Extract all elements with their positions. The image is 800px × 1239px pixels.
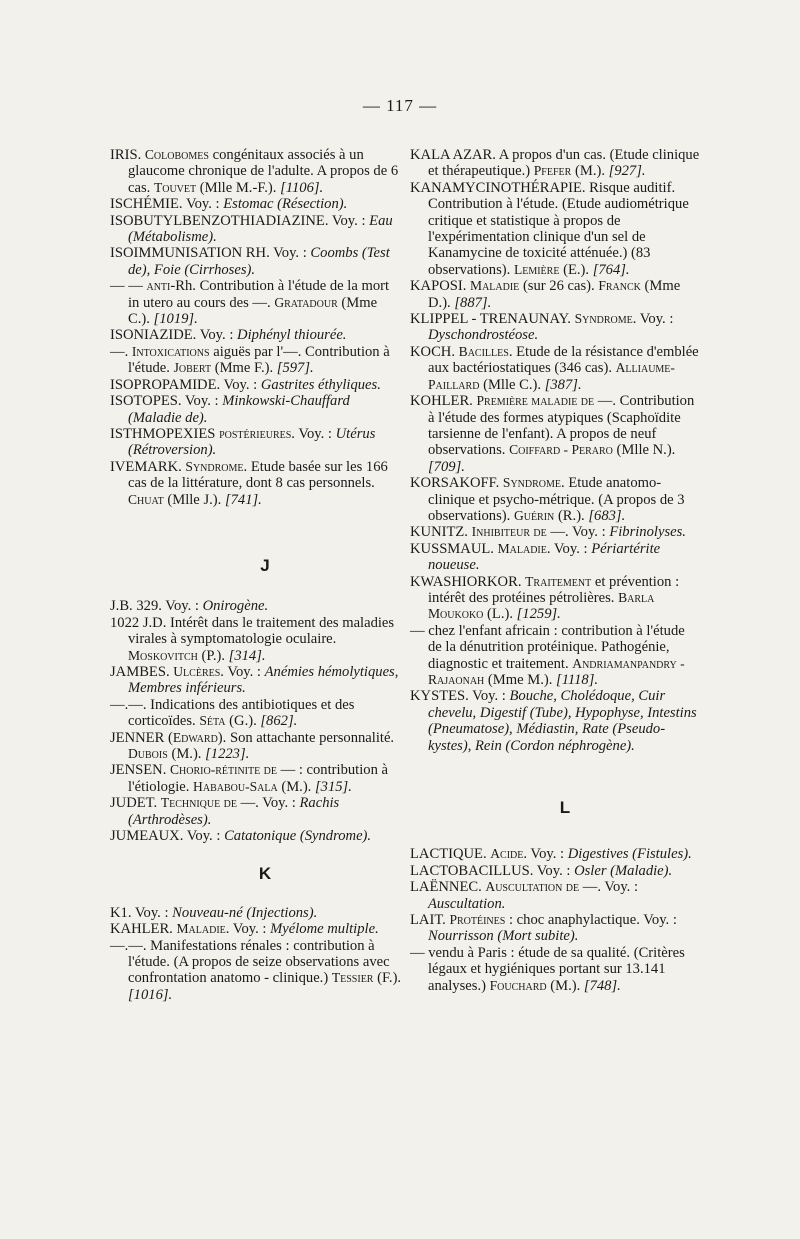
entry-text: JUDET. — [110, 795, 161, 812]
entry-text: 1022 J.D. Intérêt dans le traitement des maladies virales à symptomatologie oculaire. — [110, 614, 395, 648]
entry-text: IRIS. — [110, 147, 145, 163]
entry-reference: [748]. — [583, 977, 621, 994]
entry-text: -Rh. Contribution à l'étude de la mort in utero au cours des —. — [128, 278, 390, 311]
entry-reference: [764]. — [592, 261, 630, 278]
entry-smallcaps: Fouchard — [489, 977, 547, 993]
index-entry-isopropamide — [110, 377, 402, 393]
entry-smallcaps: Technique de — [160, 795, 237, 811]
entry-smallcaps: Jobert — [173, 360, 212, 376]
index-entry-iris — [110, 147, 402, 196]
entry-reference: Bouche, Cholédoque, Cuir chevelu, Digestif (Tube), Hypophyse, Intestins (Pneumatose), Médiastin, Rate (Pseudo-kystes), Rein (Cordon néphrogène). — [428, 688, 697, 754]
entry-text: —.—. Manifestations rénales : contribution à l'étude. (A propos de seize observations avec confrontation anatomo - clinique.) — [110, 937, 390, 987]
entry-reference: [387]. — [544, 376, 582, 393]
entry-smallcaps: Franck — [598, 278, 641, 294]
entry-text: . Voy. : — [220, 663, 265, 680]
entry-smallcaps: Tessier — [331, 970, 374, 986]
entry-reference: Fibrinolyses. — [609, 524, 686, 541]
left-column — [110, 147, 402, 1003]
entry-text: JUMEAUX. Voy. : — [110, 828, 225, 845]
entry-reference: [597]. — [276, 360, 314, 377]
entry-smallcaps: Chorio-rétinite de — [170, 762, 277, 778]
entry-reference: Estomac (Résection). — [223, 196, 348, 213]
entry-text: —. Voy. : — [546, 524, 610, 541]
entry-reference: [315]. — [314, 778, 352, 795]
entry-smallcaps: Traitement — [525, 573, 592, 589]
index-entry-jambes-indications — [110, 697, 402, 730]
entry-text: (P.). — [197, 647, 229, 664]
index-entry-intoxications — [110, 344, 402, 377]
entry-reference: Nourrisson (Mort subite). — [428, 928, 579, 945]
entry-text: KWASHIORKOR. — [410, 573, 526, 590]
index-entry-kaposi — [410, 278, 702, 311]
entry-text: KOHLER. — [410, 393, 477, 410]
entry-reference: [1223]. — [205, 746, 250, 762]
entry-text: (M.). — [546, 977, 584, 994]
entry-text: (E.). — [559, 261, 593, 278]
index-entry-jambes — [110, 664, 402, 697]
entry-text: . Voy. : — [225, 921, 271, 938]
entry-text: —. Voy. : — [579, 879, 639, 896]
index-entry-isoniazide — [110, 327, 402, 343]
entry-reference: Myélome multiple. — [270, 921, 379, 938]
entry-text: (M.). — [571, 163, 609, 180]
entry-smallcaps: Première maladie de — [476, 393, 595, 409]
index-entry-kystes — [410, 688, 702, 754]
index-entry-isoimmunisation — [110, 245, 402, 278]
entry-text: —. — [110, 343, 132, 360]
entry-text: congénitaux associés à un glaucome chronique de l'adulte. A propos de 6 cas. — [128, 147, 399, 196]
entry-smallcaps: anti — [146, 278, 171, 294]
entry-text: — : contribution à l'étiologie. — [128, 762, 388, 795]
entry-text: KAHLER. — [110, 921, 177, 938]
entry-text: JAMBES. — [110, 663, 174, 680]
index-entry-kwashiorkor — [410, 574, 702, 623]
entry-smallcaps: Barla Moukoko — [428, 589, 655, 622]
entry-reference: [1106]. — [280, 179, 324, 196]
entry-text: — — — [110, 278, 147, 295]
index-entry-lait — [410, 912, 702, 945]
entry-reference: [1019]. — [153, 311, 198, 328]
entry-smallcaps: Guérin — [513, 507, 555, 523]
index-entry-k1 — [110, 905, 402, 921]
index-entry-jumeaux — [110, 828, 402, 844]
entry-text: J.B. 329. Voy. : — [110, 598, 203, 615]
entry-text: ISTHMOPEXIES — [110, 425, 220, 442]
entry-smallcaps: Touvet — [153, 179, 197, 195]
group-k-left — [110, 905, 402, 1003]
index-entry-jb-329 — [110, 598, 402, 614]
group-l — [410, 846, 702, 994]
right-column — [410, 147, 702, 994]
entry-reference: [1259]. — [516, 606, 561, 623]
index-entry-isthmopexies — [110, 426, 402, 459]
entry-text: ISONIAZIDE. Voy. : — [110, 327, 238, 344]
entry-reference: [927]. — [608, 163, 646, 180]
index-entry-kohler — [410, 393, 702, 475]
entry-text: (Mme D.). — [428, 278, 681, 311]
index-entry-kala-azar — [410, 147, 702, 180]
entry-text: LACTIQUE. — [410, 846, 491, 863]
entry-text: (Mlle C.). — [479, 376, 545, 393]
entry-text: ISOTOPES. Voy. : — [110, 393, 223, 410]
entry-reference: Coombs (Test de), Foie (Cirrhoses). — [128, 245, 390, 278]
entry-text: (Mlle N.). — [612, 442, 676, 459]
entry-text: (sur 26 cas). — [519, 278, 599, 295]
index-entry-koch — [410, 344, 702, 393]
index-entry-kussmaul — [410, 541, 702, 574]
section-letter-l: L — [559, 798, 571, 818]
entry-text: (L.). — [483, 606, 517, 623]
entry-smallcaps: Chuat — [128, 491, 164, 507]
index-entry-ivemark — [110, 459, 402, 508]
entry-smallcaps: Coiffard - Peraro — [509, 442, 613, 458]
entry-reference: [1118]. — [556, 672, 599, 688]
entry-smallcaps: Hababou-Sala — [193, 778, 278, 794]
entry-text: ISOPROPAMIDE. Voy. : — [110, 376, 261, 393]
entry-smallcaps: Intoxications — [131, 343, 210, 359]
index-entry-kahler-renales — [110, 938, 402, 1004]
entry-text: (Mme M.). — [484, 672, 557, 688]
entry-smallcaps: Dubois — [128, 746, 168, 761]
entry-text: KOCH. — [410, 343, 459, 360]
entry-text: JENNER ( — [110, 729, 173, 746]
entry-text: KALA AZAR. A propos d'un cas. (Etude clinique et thérapeutique.) — [410, 147, 700, 180]
entry-smallcaps: Ulcères — [173, 663, 221, 679]
entry-reference: Utérus (Rétroversion). — [128, 425, 376, 459]
entry-smallcaps: Andriamanpandry - Rajaonah — [428, 655, 685, 687]
entry-reference: [887]. — [454, 294, 492, 311]
entry-text: KUSSMAUL. — [410, 540, 498, 557]
entry-reference: Nouveau-né (Injections). — [172, 904, 318, 921]
entry-text: LAËNNEC. — [410, 879, 486, 896]
index-entry-kunitz — [410, 524, 702, 540]
index-entry-kwashiorkor-africain — [410, 623, 702, 689]
entry-smallcaps: Syndrome — [185, 458, 244, 474]
entry-reference: Eau (Métabolisme). — [128, 212, 393, 246]
entry-text: KANAMYCINOTHÉRAPIE. Risque auditif. Contribution à l'étude. (Etude audiométrique critique et statistique à propos de l'expérimentation clinique d'un sel de Kanamycine de toxicité atténuée.) (83 observations). — [410, 179, 689, 278]
index-entry-jd-1022 — [110, 615, 402, 664]
entry-reference: Catatonique (Syndrome). — [224, 828, 372, 845]
page-number: — 117 — — [362, 96, 438, 115]
entry-text: K1. Voy. : — [110, 904, 173, 921]
entry-text: . Voy. : — [632, 311, 674, 328]
entry-smallcaps: Séta — [199, 713, 226, 729]
entry-reference: [741]. — [224, 491, 262, 508]
section-letter-k: K — [258, 864, 272, 884]
entry-smallcaps: Maladie — [176, 921, 226, 937]
entry-reference: [683]. — [588, 507, 626, 524]
index-entry-isobutylbenzothiadiazine — [110, 213, 402, 246]
entry-text: KAPOSI. — [410, 278, 471, 295]
entry-text: et prévention : intérêt des protéines pétrolières. — [428, 573, 680, 606]
group-j — [110, 598, 402, 844]
entry-reference: Anémies hémolytiques, Membres inférieurs. — [128, 663, 399, 697]
entry-text: aiguës par l'—. Contribution à l'étude. — [128, 343, 390, 377]
entry-smallcaps: Maladie — [497, 540, 547, 556]
index-entry-kahler — [110, 921, 402, 937]
entry-text: (Mme C.). — [128, 294, 378, 328]
entry-reference: [862]. — [260, 713, 298, 730]
entry-text: (G.). — [225, 713, 261, 730]
entry-reference: Diphényl thiourée. — [237, 327, 347, 344]
index-entry-ischemie — [110, 196, 402, 212]
group-k-right — [410, 147, 702, 754]
entry-smallcaps: Auscultation de — [485, 879, 580, 895]
entry-reference: Osler (Maladie). — [574, 862, 673, 879]
entry-text: ISOIMMUNISATION RH. Voy. : — [110, 245, 311, 262]
entry-smallcaps: Lemière — [513, 261, 560, 277]
index-entry-isotopes — [110, 393, 402, 426]
index-entry-jensen — [110, 762, 402, 795]
entry-smallcaps: Gratadour — [274, 294, 338, 310]
entry-text: . Etude de la résistance d'emblée aux bactériostatiques (346 cas). — [428, 343, 699, 377]
entry-reference: Minkowski-Chauffard (Maladie de). — [128, 393, 350, 426]
entry-smallcaps: Moskovitch — [128, 647, 198, 663]
entry-smallcaps: Syndrome — [502, 475, 562, 491]
entry-reference: Digestives (Fistules). — [567, 846, 692, 863]
index-entry-lactobacillus — [410, 863, 702, 879]
entry-text: —. Voy. : — [236, 795, 300, 812]
entry-text: (M.). — [277, 778, 315, 795]
index-entry-jenner — [110, 730, 402, 763]
entry-text: —.—. Indications des antibiotiques et des corticoïdes. — [110, 696, 355, 730]
entry-text: KORSAKOFF. — [410, 475, 503, 492]
entry-reference: Rachis (Arthrodèses). — [128, 795, 340, 828]
section-letter-j: J — [260, 555, 270, 575]
entry-text: . Etude anatomo-clinique et psycho-métrique. (A propos de 3 observations). — [428, 475, 685, 524]
entry-smallcaps: Inhibiteur de — [471, 524, 547, 540]
entry-smallcaps: Maladie — [470, 278, 520, 294]
entry-text: (F.). — [373, 970, 402, 987]
entry-text: ). Son attachante personnalité. — [217, 729, 395, 746]
entry-smallcaps: Edward — [172, 729, 218, 745]
entry-reference: Onirogène. — [202, 598, 269, 615]
entry-reference: Dyschondrostéose. — [428, 327, 539, 344]
entry-smallcaps: Protéines — [449, 912, 506, 928]
entry-text: (Mlle M.-F.). — [196, 179, 281, 196]
entry-text: — vendu à Paris : étude de sa qualité. (Critères légaux et hygiéniques portant sur 13.141 analyses.) — [410, 944, 685, 994]
entry-text: KUNITZ. — [410, 524, 472, 541]
entry-smallcaps: postérieures — [219, 425, 292, 441]
entry-text: (Mlle J.). — [163, 491, 225, 508]
entry-text: JENSEN. — [110, 762, 170, 779]
index-entry-lactique — [410, 846, 702, 862]
entry-text: . Voy. : — [546, 540, 592, 557]
entry-reference: [314]. — [228, 647, 266, 664]
index-entry-judet — [110, 795, 402, 828]
index-entry-lait-paris — [410, 945, 702, 994]
entry-text: —. Contribution à l'étude des formes atypiques (Scaphoïdite tarsienne de l'enfant). A propos de neuf observations. — [428, 393, 695, 459]
entry-text: ISOBUTYLBENZOTHIADIAZINE. Voy. : — [110, 212, 370, 229]
entry-smallcaps: Acide — [490, 846, 524, 862]
entry-smallcaps: Pfefer — [533, 163, 572, 179]
entry-text: KYSTES. Voy. : — [410, 688, 510, 705]
entry-reference: [709]. — [428, 458, 465, 475]
index-entry-laennec — [410, 879, 702, 912]
entry-smallcaps: Colobomes — [144, 147, 209, 162]
index-entry-korsakoff — [410, 475, 702, 524]
entry-text: (R.). — [554, 507, 589, 524]
entry-smallcaps: Syndrome — [574, 311, 633, 327]
entry-text: . Voy. : — [523, 846, 568, 863]
entry-smallcaps: Alliaume-Paillard — [428, 360, 675, 392]
entry-text: (Mme F.). — [211, 360, 277, 377]
entry-text: . Voy. : — [291, 425, 336, 442]
entry-text: KLIPPEL - TRENAUNAY. — [410, 311, 575, 328]
entry-smallcaps: Bacilles — [458, 343, 509, 359]
entry-text: : choc anaphylactique. Voy. : — [505, 912, 677, 929]
entry-text: ISCHÉMIE. Voy. : — [110, 196, 224, 213]
entry-reference: Gastrites éthyliques. — [260, 376, 381, 393]
entry-text: LAIT. — [410, 912, 450, 929]
entry-text: . Etude basée sur les 166 cas de la littérature, dont 8 cas personnels. — [128, 458, 388, 492]
entry-reference: [1016]. — [128, 986, 173, 1003]
index-entry-klippel-trenaunay — [410, 311, 702, 344]
entry-reference: Périartérite noueuse. — [428, 540, 661, 574]
entry-reference: Auscultation. — [428, 895, 506, 912]
group-i — [110, 147, 402, 508]
entry-text: (M.). — [167, 746, 206, 762]
entry-text: — chez l'enfant africain : contribution à l'étude de la dénutrition protéinique. Pathogénie, diagnostic et traitement. — [410, 622, 685, 672]
index-entry-anti-rh — [110, 278, 402, 327]
entry-text: LACTOBACILLUS. Voy. : — [410, 862, 575, 879]
index-entry-kanamycinotherapie — [410, 180, 702, 278]
entry-text: IVEMARK. — [110, 458, 186, 475]
